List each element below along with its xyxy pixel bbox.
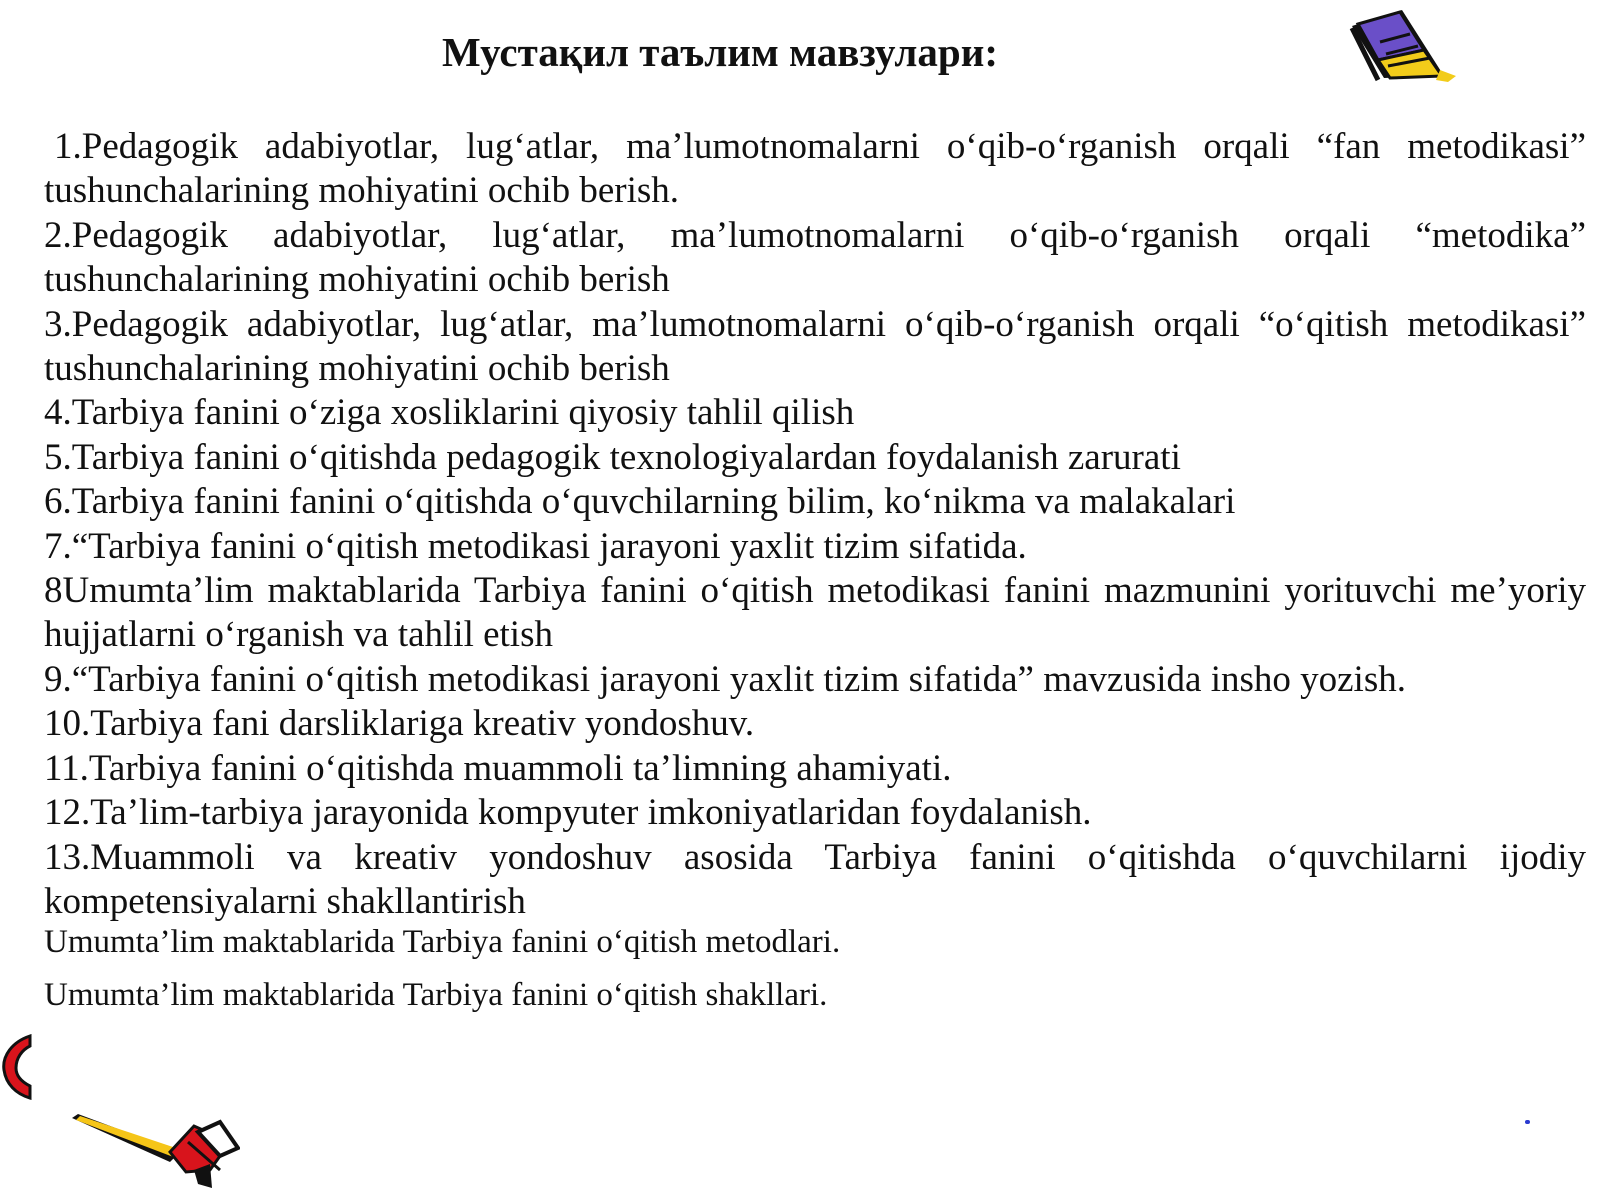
extra-topic: Umumta’lim maktablarida Tarbiya fanini o‘qitish shakllari. (44, 977, 828, 1013)
list-item: 1.Pedagogik adabiyotlar, lug‘atlar, ma’lumotnomalarni o‘qib-o‘rganish orqali “fan metodikasi” tushunchalarining mohiyatini ochib berish. (44, 126, 1586, 212)
list-item: 12.Ta’lim-tarbiya jarayonida kompyuter imkoniyatlaridan foydalanish. (44, 792, 1092, 834)
extra-topic: Umumta’lim maktablarida Tarbiya fanini o‘qitish metodlari. (44, 924, 841, 960)
list-item: 4.Tarbiya fanini o‘ziga xosliklarini qiyosiy tahlil qilish (44, 392, 855, 434)
list-item: 13.Muammoli va kreativ yondoshuv asosida Tarbiya fanini o‘qitishda o‘quvchilarni ijodiy kompetensiyalarni shakllantirish (44, 836, 1586, 922)
list-item: 11.Tarbiya fanini o‘qitishda muammoli ta’limning ahamiyati. (44, 747, 952, 789)
list-item: 10.Tarbiya fani darsliklariga kreativ yondoshuv. (44, 703, 755, 745)
list-item: 8Umumta’lim maktablarida Tarbiya fanini o‘qitish metodikasi fanini mazmunini yorituvchi me’yoriy hujjatlarni o‘rganish va tahlil etish (44, 570, 1586, 656)
topic-list (44, 125, 1586, 924)
decorative-dot (1525, 1120, 1530, 1124)
slide-title: Мустақил таълим мавзулари: (441, 29, 999, 75)
list-item: 6.Tarbiya fanini fanini o‘qitishda o‘quvchilarning bilim, ko‘nikma va malakalari (44, 481, 1236, 523)
list-item: 2.Pedagogik adabiyotlar, lug‘atlar, ma’lumotnomalarni o‘qib-o‘rganish orqali “metodika” tushunchalarining mohiyatini ochib berish (44, 214, 1586, 301)
pencil-clipart-icon (70, 1112, 240, 1192)
list-item: 3.Pedagogik adabiyotlar, lug‘atlar, ma’lumotnomalarni o‘qib-o‘rganish orqali “o‘qitish metodikasi” tushunchalarining mohiyatini ochib berish (44, 303, 1586, 390)
list-item: 7.“Tarbiya fanini o‘qitish metodikasi jarayoni yaxlit tizim sifatida. (44, 525, 1027, 567)
book-clipart-icon (1344, 4, 1460, 82)
list-item: 5.Tarbiya fanini o‘qitishda pedagogik texnologiyalardan foydalanish zarurati (44, 436, 1181, 478)
list-item: 9.“Tarbiya fanini o‘qitish metodikasi jarayoni yaxlit tizim sifatida” mavzusida insho yozish. (44, 658, 1406, 700)
extra-topics (44, 922, 1584, 1015)
red-shape-icon (0, 1034, 34, 1102)
